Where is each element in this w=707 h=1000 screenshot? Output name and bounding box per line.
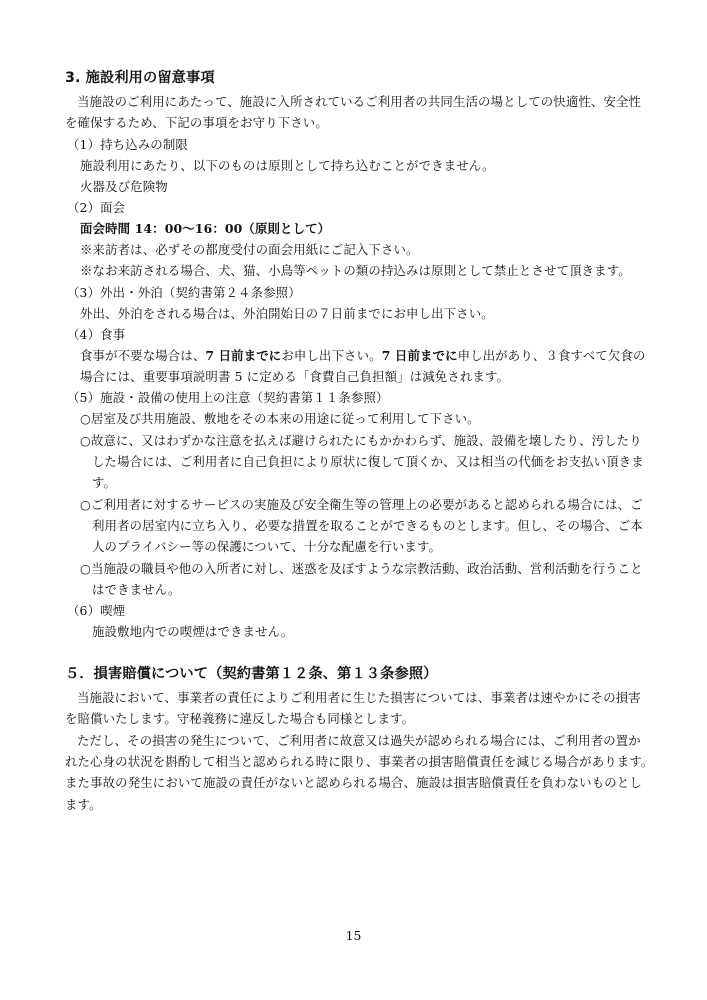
section-5-line-1: 当施設において、事業者の責任によりご利用者に生じた損害については、事業者は速やかにその損害	[77, 690, 641, 705]
item-5-line-7: 人のプライバシー等の保護について、十分な配慮を行います。	[92, 539, 442, 554]
section-5-line-6: ます。	[65, 797, 102, 812]
visit-time: 面会時間 14：00～16：00（原則として）	[80, 221, 331, 236]
item-5-line-6: 利用者の居室内に立ち入り、必要な措置を取ることができるものとします。但し、その場合、ご本	[92, 518, 643, 533]
section-5-line-5: また事故の発生において施設の責任がないと認められる場合、施設は損害賠償責任を負わないものとし	[65, 775, 642, 790]
item-2-line-1: ※来訪者は、必ずその都度受付の面会用紙にご記入下さい。	[80, 242, 419, 257]
item-1-heading: （1）持ち込みの制限	[67, 137, 188, 152]
item-4-line-2: 場合には、重要事項説明書 5 に定める「食費自己負担額」は減免されます。	[80, 369, 510, 384]
section-5-line-2: を賠償いたします。守秘義務に違反した場合も同様とします。	[65, 711, 415, 726]
section-5-line-4: れた心身の状況を斟酌して相当と認められる時に限り、事業者の損害賠償責任を減じる場合があります。	[65, 754, 654, 769]
item-4-line-1	[80, 346, 646, 366]
meal-deadline-1: 7 日前までに	[205, 348, 282, 363]
item-1-line-1: 施設利用にあたり、以下のものは原則として持ち込むことができません。	[80, 158, 495, 173]
section-3-title: 3. 施設利用の留意事項	[65, 70, 215, 86]
meal-deadline-2: 7 日前までに	[381, 348, 458, 363]
intro-line-1: 当施設のご利用にあたって、施設に入所されているご利用者の共同生活の場としての快適性、安全性	[77, 94, 642, 109]
item-4-heading: （4）食事	[67, 327, 126, 342]
meal-text-c: お申し出下さい。	[281, 348, 382, 363]
item-5-line-9: はできません。	[92, 582, 181, 597]
item-5-heading: （5）施設・設備の使用上の注意（契約書第１１条参照）	[67, 390, 389, 405]
item-5-line-1: ○居室及び共用施設、敷地をその本来の用途に従って利用して下さい。	[80, 411, 480, 426]
meal-text-a: 食事が不要な場合は、	[80, 348, 206, 363]
item-5-line-2: ○故意に、又はわずかな注意を払えば避けられたにもかかわらず、施設、設備を壊したり、汚したり	[80, 433, 642, 448]
item-6-line-1: 施設敷地内での喫煙はできません。	[92, 624, 294, 639]
item-3-line-1: 外出、外泊をされる場合は、外泊開始日の７日前までにお申し出下さい。	[80, 306, 494, 321]
item-6-heading: （6）喫煙	[67, 603, 126, 618]
intro-line-2: を確保するため、下記の事項をお守り下さい。	[65, 115, 328, 130]
item-1-line-2: 火器及び危険物	[80, 179, 168, 194]
item-2-heading: （2）面会	[67, 200, 126, 215]
item-2-line-2: ※なお来訪される場合、犬、猫、小鳥等ペットの類の持込みは原則として禁止とさせて頂きます。	[80, 263, 631, 278]
item-5-line-5: ○ご利用者に対するサービスの実施及び安全衛生等の管理上の必要があると認められる場合には、ご	[80, 497, 643, 512]
item-5-line-4: す。	[92, 475, 117, 490]
section-5-title: ５．損害賠償について（契約書第１２条、第１３条参照）	[65, 666, 438, 682]
item-3-heading: （3）外出・外泊（契約書第２４条参照）	[67, 285, 301, 300]
item-5-line-8: ○当施設の職員や他の入所者に対し、迷惑を及ぼすような宗教活動、政治活動、営利活動を行うこと	[80, 561, 643, 576]
item-5-line-3: した場合には、ご利用者に自己負担により原状に復して頂くか、又は相当の代価をお支払い頂きま	[92, 454, 644, 469]
meal-text-e: 申し出があり、３食すべて欠食の	[457, 348, 646, 363]
section-5-line-3: ただし、その損害の発生について、ご利用者に故意又は過失が認められる場合には、ご利用者の置か	[77, 733, 641, 748]
page-number: 15	[345, 928, 362, 943]
